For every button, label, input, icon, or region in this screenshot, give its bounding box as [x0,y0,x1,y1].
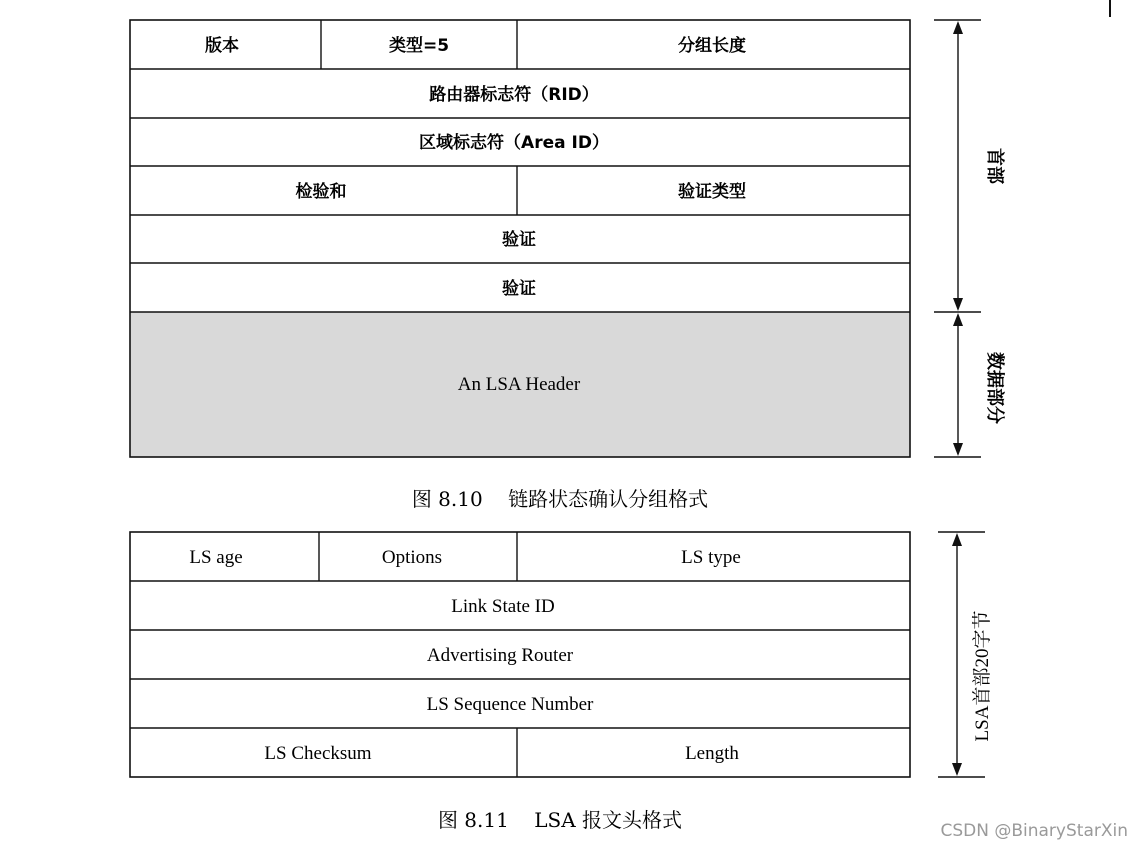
arrow-down-icon [953,443,963,456]
field-checksum: 检验和 [295,182,347,202]
field-version: 版本 [205,36,239,56]
field-type: 类型=5 [388,36,450,56]
arrow-down-icon [952,763,962,776]
figure-caption: 图 8.11 LSA 报文头格式 [437,808,683,832]
field-ls-type: LS type [681,547,741,568]
field-auth-type: 验证类型 [678,182,746,202]
field-authentication-1: 验证 [502,230,536,250]
field-lsa-header: An LSA Header [457,374,581,395]
field-length: Length [685,743,739,764]
side-label-data: 数据部分 [984,352,1005,424]
field-advertising-router: Advertising Router [426,645,574,666]
field-ls-sequence-number: LS Sequence Number [426,694,594,715]
side-label-header: 首部 [984,148,1005,184]
field-options: Options [381,547,443,568]
arrow-up-icon [952,533,962,546]
data-span-bracket [934,313,981,457]
field-area-id: 区域标志符（Area ID） [419,133,609,153]
header-span-bracket [934,20,981,312]
arrow-up-icon [953,21,963,34]
arrow-down-icon [953,298,963,311]
field-ls-checksum: LS Checksum [264,743,372,764]
watermark: CSDN @BinaryStarXin [940,821,1128,841]
field-ls-age: LS age [189,547,243,568]
figure-8-11 [130,532,993,832]
figure-8-10 [130,20,1006,511]
arrow-up-icon [953,313,963,326]
field-authentication-2: 验证 [502,279,536,299]
field-packet-length: 分组长度 [678,36,746,56]
field-router-id: 路由器标志符（RID） [429,85,599,105]
side-label-lsa-header: LSA首部20字节 [972,610,993,742]
field-link-state-id: Link State ID [451,596,555,617]
figure-caption: 图 8.10 链路状态确认分组格式 [411,487,709,511]
